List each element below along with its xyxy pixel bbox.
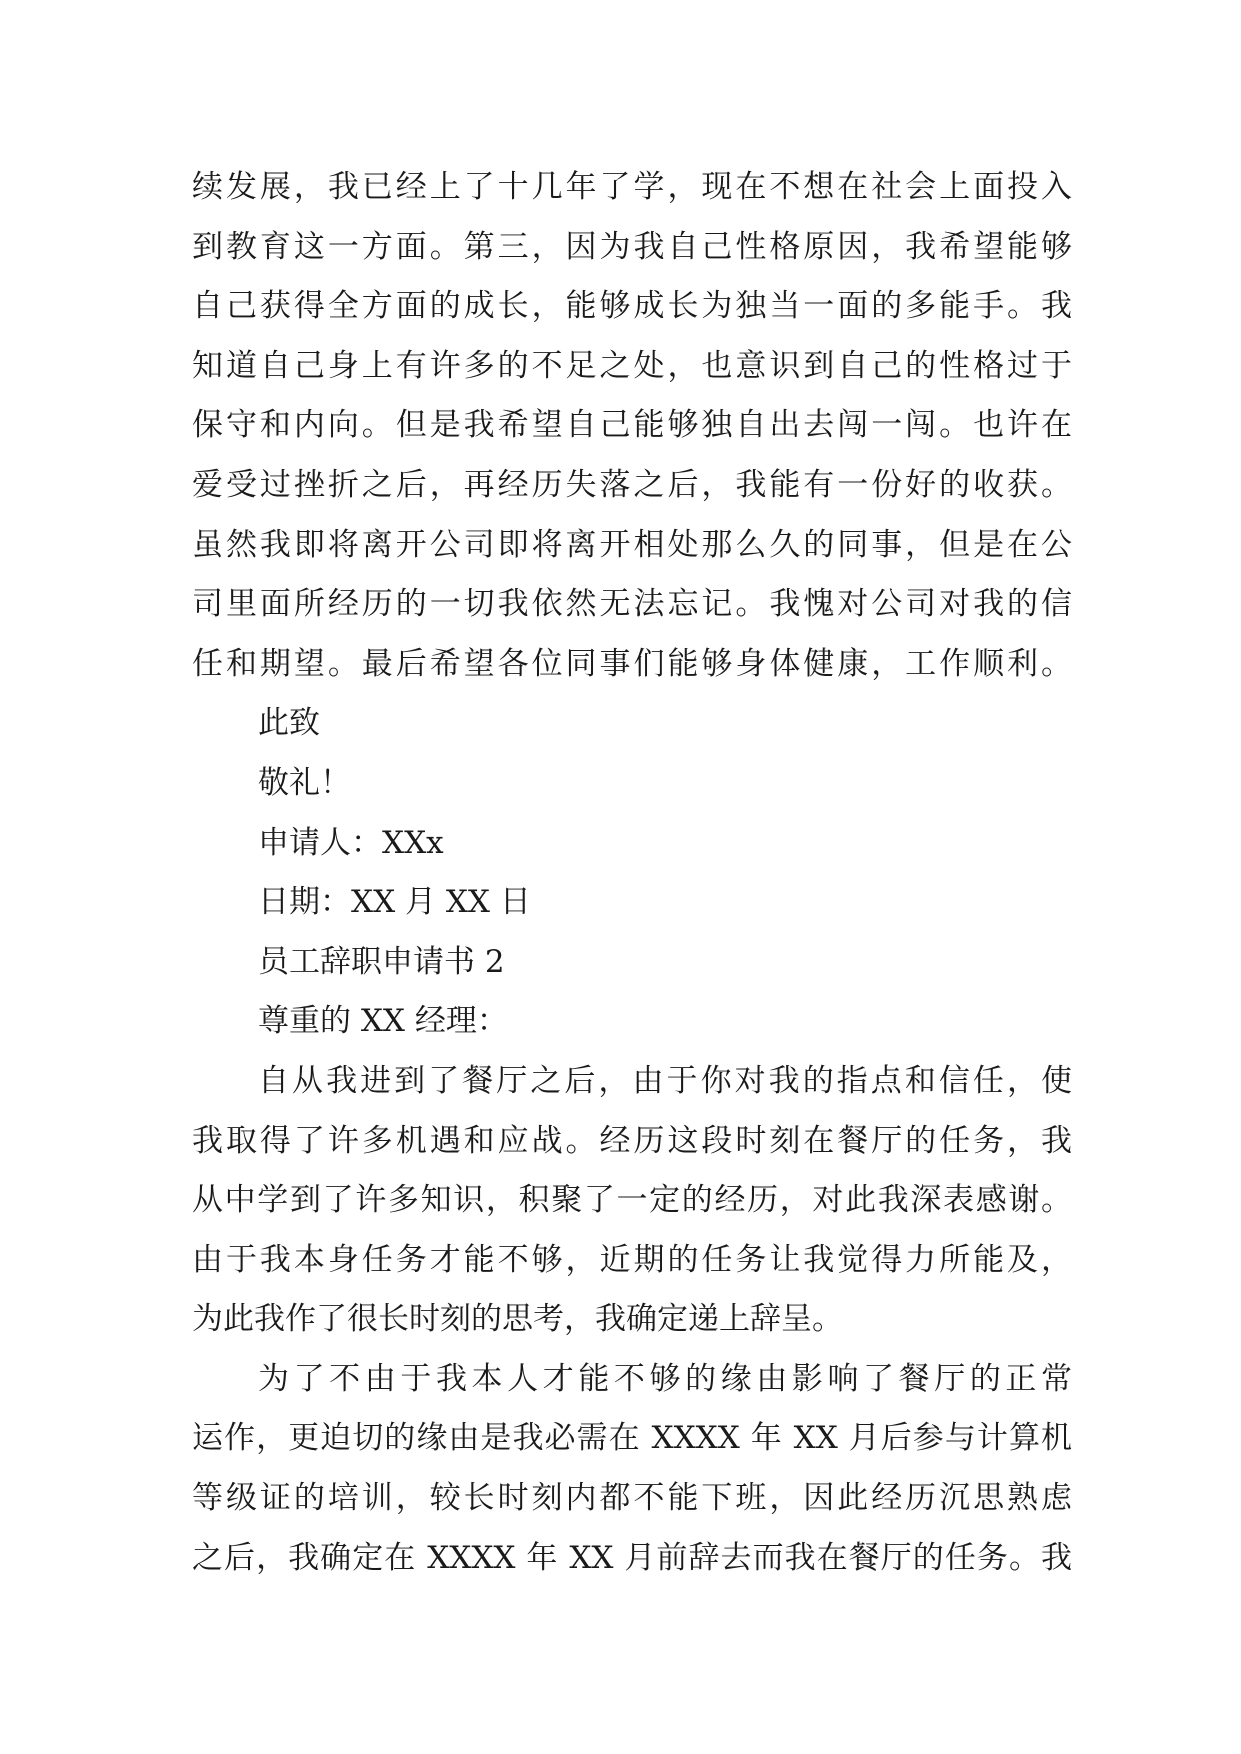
text-line: 敬礼！	[258, 764, 351, 801]
text-line: 等级证的培训，较长时刻内都不能下班，因此经历沉思熟虑	[192, 1480, 1072, 1517]
text-line: 任和期望。最后希望各位同事们能够身体健康，工作顺利。	[192, 645, 1072, 682]
text-line: 我取得了许多机遇和应战。经历这段时刻在餐厅的任务，我	[192, 1122, 1072, 1159]
text-line: 到教育这一方面。第三，因为我自己性格原因，我希望能够	[192, 228, 1072, 265]
text-line: 保守和内向。但是我希望自己能够独自出去闯一闯。也许在	[192, 407, 1072, 444]
text-line: 由于我本身任务才能不够，近期的任务让我觉得力所能及，	[192, 1241, 1072, 1278]
text-line: 运作，更迫切的缘由是我必需在 XXXX 年 XX 月后参与计算机	[192, 1420, 1072, 1457]
text-line: 此致	[258, 705, 320, 742]
text-line: 自己获得全方面的成长，能够成长为独当一面的多能手。我	[192, 288, 1072, 325]
text-line: 员工辞职申请书 2	[258, 943, 505, 980]
text-line: 爱受过挫折之后，再经历失落之后，我能有一份好的收获。	[192, 466, 1072, 503]
text-line: 日期：XX 月 XX 日	[258, 884, 531, 921]
text-line: 知道自己身上有许多的不足之处，也意识到自己的性格过于	[192, 347, 1072, 384]
text-line: 之后，我确定在 XXXX 年 XX 月前辞去而我在餐厅的任务。我	[192, 1539, 1072, 1576]
text-line: 申请人：XXx	[258, 824, 444, 861]
text-line: 尊重的 XX 经理：	[258, 1003, 508, 1040]
text-line: 为此我作了很长时刻的思考，我确定递上辞呈。	[192, 1301, 843, 1338]
text-line: 虽然我即将离开公司即将离开相处那么久的同事，但是在公	[192, 526, 1072, 563]
text-line: 自从我进到了餐厅之后，由于你对我的指点和信任，使	[258, 1062, 1072, 1099]
text-line: 从中学到了许多知识，积聚了一定的经历，对此我深表感谢。	[192, 1182, 1072, 1219]
text-line: 司里面所经历的一切我依然无法忘记。我愧对公司对我的信	[192, 586, 1072, 623]
text-line: 为了不由于我本人才能不够的缘由影响了餐厅的正常	[258, 1360, 1072, 1397]
letter-body	[192, 158, 1072, 1588]
text-line: 续发展，我已经上了十几年了学，现在不想在社会上面投入	[192, 169, 1072, 205]
